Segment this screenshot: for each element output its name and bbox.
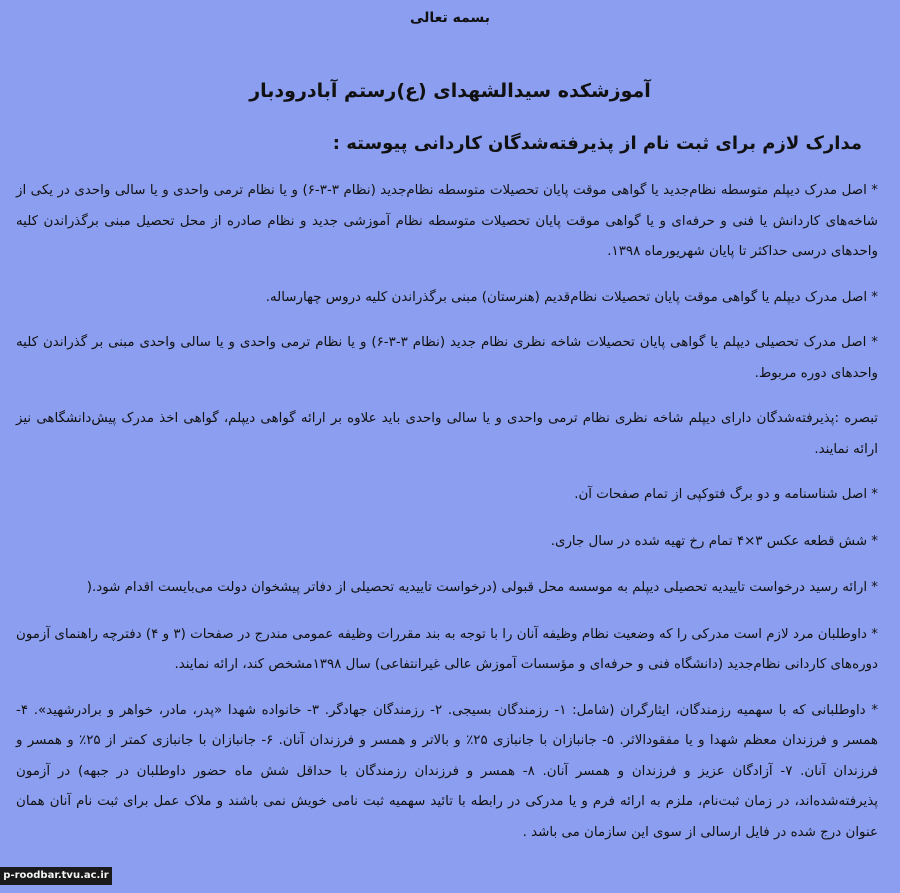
paragraph-diploma-theoretical: * اصل مدرک تحصیلی دیپلم یا گواهی پایان تحصیلات شاخه نظری نظام جدید (نظام ۳-۳-۶) و یا نظام ترمی واحدی و یا سالی واحدی مبنی بر گذراندن کلیه واحدهای دوره مربوط. — [16, 335, 878, 381]
paragraph-veteran-quota: * داوطلبانی که با سهمیه رزمندگان، ایثارگران (شامل: ۱- رزمندگان بسیجی. ۲- رزمندگان جهادگر. ۳- خانواده شهدا «پدر، مادر، خواهر و برادرشهید». ۴- همسر و فرزندان معظم شهدا و یا مفقودالاثر. ۵- جانبازان با جانبازی ۲۵٪ و بالاتر و همسر و فرزندان آنان. ۶- جانبازان با جانبازی کمتر از ۲۵٪ و همسر و فرزندان آنان. ۷- آزادگان عزیز و فرزندان و همسر آنان. ۸- همسر و فرزندان رزمندگان با حداقل شش ماه حضور داوطلبان در جبهه) در آزمون پذیرفته‌شده‌اند، در زمان ثبت‌نام، ملزم به ارائه فرم و یا مدرکی در رابطه با تائید سهمیه ثبت نامی خویش نمی باشند و ملاک عمل برای ثبت نام آنان همان عنوان درج شده در فایل ارسالی از سوی این سازمان می باشد . — [16, 702, 879, 840]
page-title: آموزشکده سیدالشهدای (ع)رستم آبادرودبار — [249, 80, 651, 102]
paragraph-diploma-new: * اصل مدرک دیپلم متوسطه نظام‌جدید یا گواهی موقت پایان تحصیلات متوسطه نظام‌جدید (نظام ۳-۳-۶) و یا نظام ترمی واحدی و یا سالی واحدی در یکی از شاخه‌های کاردانش یا فنی و حرفه‌ای و یا گواهی موقت پایان تحصیلات متوسطه نظام آموزشی جدید و نظام صادره از محل تحصیل مبنی برگذراندن کلیه واحدهای درسی حداکثر تا پایان شهریورماه ۱۳۹۸. — [16, 183, 878, 259]
paragraph-note: تبصره :پذیرفته‌شدگان دارای دیپلم شاخه نظری نظام ترمی واحدی و یا سالی واحدی باید علاوه بر ارائه گواهی دیپلم، گواهی اخذ مدرک پیش‌دانشگاهی نیز ارائه نمایند. — [16, 411, 878, 457]
section-heading: مدارک لازم برای ثبت نام از پذیرفته‌شدگان کاردانی پیوسته : — [332, 133, 862, 154]
site-url-badge: p-roodbar.tvu.ac.ir — [0, 867, 112, 885]
document-body — [16, 176, 878, 863]
paragraph-military-service: * داوطلبان مرد لازم است مدرکی را که وضعیت نظام وظیفه آنان را با توجه به بند مقررات وظیفه عمومی مندرج در صفحات (۳ و ۴) دفترچه راهنمای آزمون دوره‌های کاردانی نظام‌جدید (دانشگاه فنی و حرفه‌ای و مؤسسات آموزش عالی غیرانتفاعی) سال ۱۳۹۸مشخص کند، ارائه نمایند. — [16, 626, 878, 672]
paragraph-id-card: * اصل شناسنامه و دو برگ فتوکپی از تمام صفحات آن. — [574, 487, 878, 502]
paragraph-diploma-old: * اصل مدرک دیپلم یا گواهی موقت پایان تحصیلات نظام‌قدیم (هنرستان) مبنی برگذراندن کلیه دروس چهارساله. — [265, 289, 878, 305]
basmala-header: بسمه تعالی — [409, 10, 491, 26]
paragraph-diploma-verification: * ارائه رسید درخواست تاییدیه تحصیلی دیپلم به موسسه محل قبولی (درخواست تاییدیه تحصیلی از دفاتر پیشخوان دولت می‌بایست اقدام شود.( — [86, 580, 878, 595]
paragraph-photos: * شش قطعه عکس ۳×۴ تمام رخ تهیه شده در سال جاری. — [550, 533, 878, 549]
